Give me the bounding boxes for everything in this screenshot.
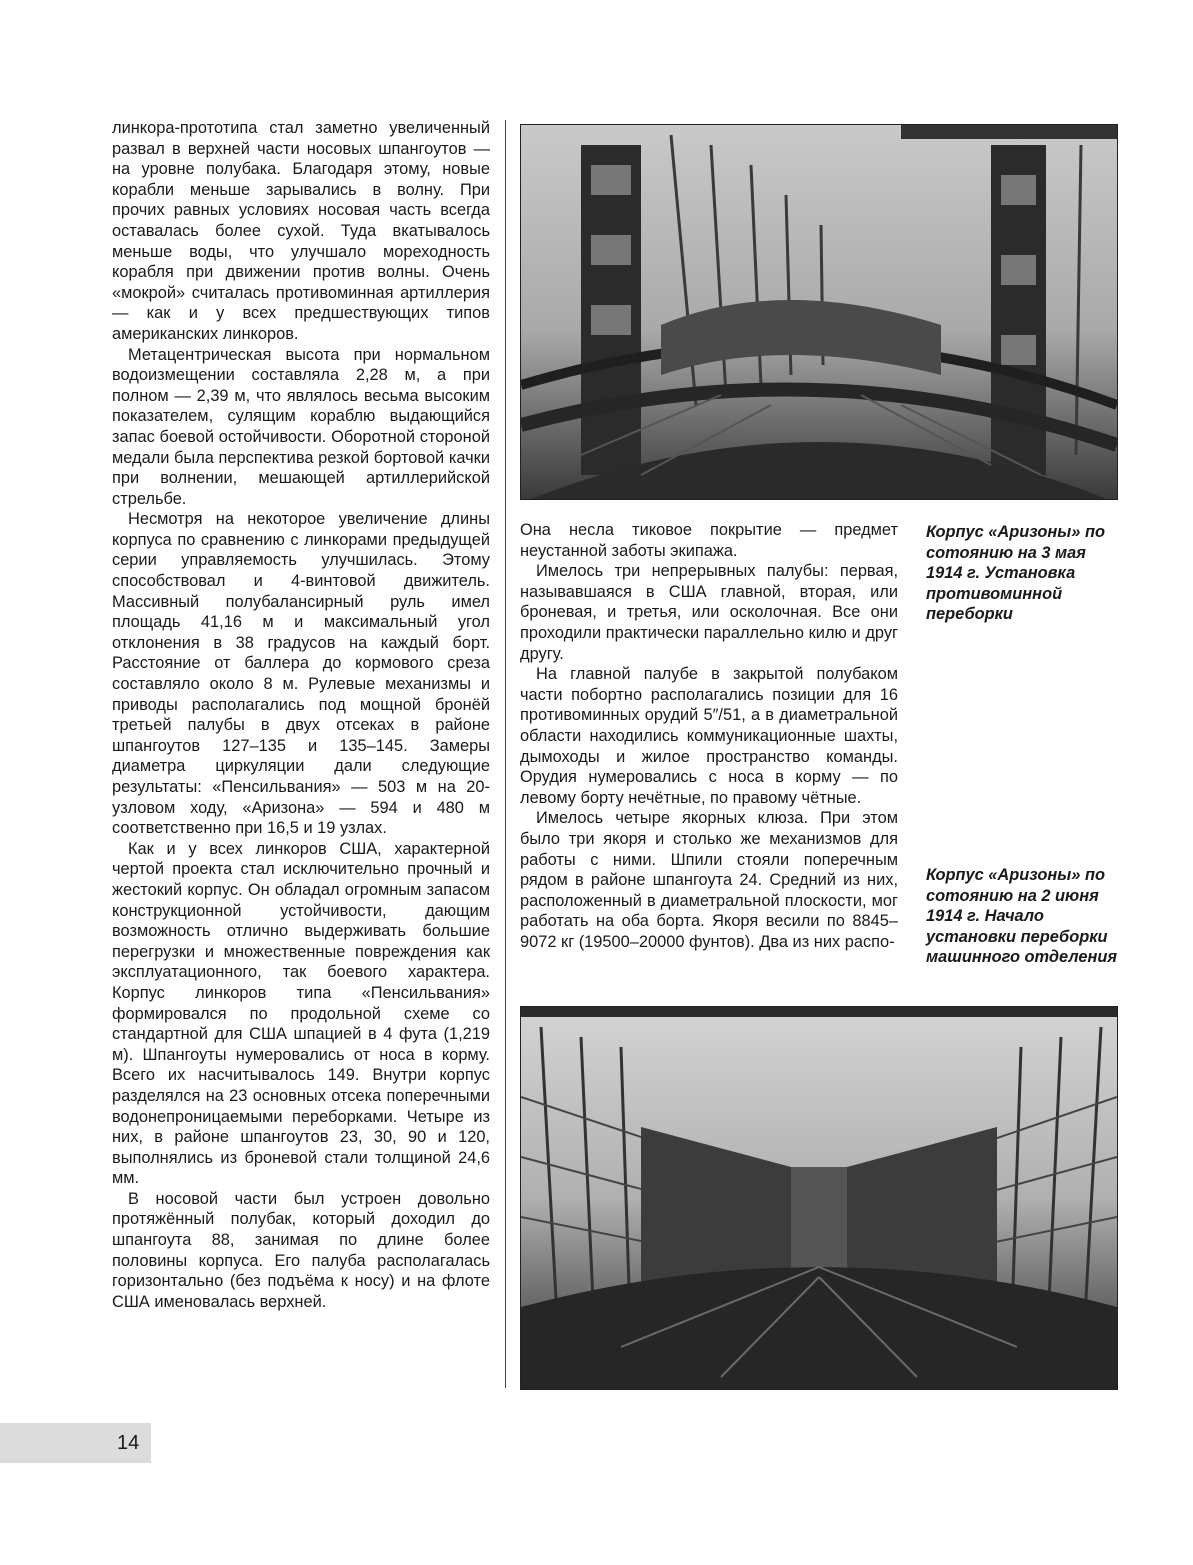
paragraph: В носовой части был устроен довольно протяжённый полубак, который доходил до шпангоута 88, занимая по длине более половины корпуса. Его палуба располагалась горизонтально (без подъёма к носу) и на флоте США именовалась верхней. bbox=[112, 1189, 490, 1311]
paragraph: Она несла тиковое покрытие — предмет неустанной заботы экипажа. bbox=[520, 521, 898, 560]
photo-caption-bottom: Корпус «Аризоны» по сотоянию на 2 июня 1914 г. Начало установки переборки машинного отделения bbox=[926, 866, 1118, 967]
middle-text-column bbox=[520, 520, 898, 952]
paragraph: Метацентрическая высота при нормальном водоизмещении составляла 2,28 м, а при полном — 2,39 м, что являлось весьма высоким показателем, сулящим кораблю выдающийся запас боевой остойчивости. Оборотной стороной медали была перспектива резкой бортовой качки при волнении, мешающей артиллерийской стрельбе. bbox=[112, 345, 490, 508]
paragraph: Несмотря на некоторое увеличение длины корпуса по сравнению с линкорами предыдущей серии управляемость улучшилась. Этому способствовал и 4-винтовой движитель. Массивный полубалансирный руль имел площадь 41,16 м и максимальный угол отклонения в 38 градусов на каждый борт. Расстояние от баллера до кормового среза составляло около 8 м. Рулевые механизмы и приводы располагались под мощной бронёй третьей палубы в двух отсеках в районе шпангоутов 127–135 и 135–145. Замеры диаметра циркуляции дали следующие результаты: «Пенсильвания» — 503 м на 20-узловом ходу, «Аризона» — 594 и 480 м соответственно при 16,5 и 19 узлах. bbox=[112, 510, 490, 838]
engine-room-bulkhead-photo bbox=[520, 1006, 1118, 1390]
paragraph: Как и у всех линкоров США, характерной чертой проекта стал исключительно прочный и жестокий корпус. Он обладал огромным запасом конструкционной устойчивости, дающим возможность отлично выдерживать большие перегрузки и множественные повреждения как эксплуатационного, так боевого характера. Корпус линкоров типа «Пенсильвания» формировался по продольной схеме со стандартной для США шпацией в 4 фута (1,219 м). Шпангоуты нумеровались от носа в корму. Всего их насчитывалось 149. Внутри корпус разделялся на 23 основных отсека поперечными водонепроницаемыми переборками. Четыре из них, в районе шпангоутов 23, 30, 90 и 120, выполнялись из броневой стали толщиной 24,6 мм. bbox=[112, 839, 490, 1188]
paragraph: Имелось четыре якорных клюза. При этом было три якоря и столько же механизмов для работы с ними. Шпили стояли поперечным рядом в районе шпангоута 24. Средний из них, расположенный в диаметральной плоскости, мог работать на оба борта. Якоря весили по 8845–9072 кг (19500–20000 фунтов). Два из них распо- bbox=[520, 809, 898, 951]
page-number: 14 bbox=[117, 1432, 140, 1454]
photo-illustration bbox=[521, 125, 1117, 499]
hull-construction-photo bbox=[520, 124, 1118, 500]
left-text-column bbox=[112, 118, 490, 1312]
photo-caption-top: Корпус «Аризоны» по сотоянию на 3 мая 1914 г. Установка противоминной переборки bbox=[926, 523, 1106, 624]
paragraph: линкора-прототипа стал заметно увеличенный развал в верхней части носовых шпангоутов — на уровне полубака. Благодаря этому, новые корабли меньше зарывались в волну. При прочих равных условиях носовая часть всегда оставалась более сухой. Туда вкатывалось меньше воды, что улучшало мореходность корабля при движении против волны. Очень «мокрой» считалась противоминная артиллерия — как и у всех предшествующих типов американских линкоров. bbox=[112, 119, 490, 343]
paragraph: На главной палубе в закрытой полубаком части побортно располагались позиции для 16 противоминных орудий 5″/51, а в диаметральной области находились коммуникационные шахты, дымоходы и жилое пространство команды. Орудия нумеровались с носа в корму — по левому борту нечётные, по правому чётные. bbox=[520, 665, 898, 807]
photo-illustration bbox=[521, 1007, 1117, 1389]
column-divider bbox=[505, 120, 506, 1388]
paragraph: Имелось три непрерывных палубы: первая, называвшаяся в США главной, вторая, или броневая, и третья, или осколочная. Все они проходили практически параллельно килю и друг другу. bbox=[520, 562, 898, 663]
